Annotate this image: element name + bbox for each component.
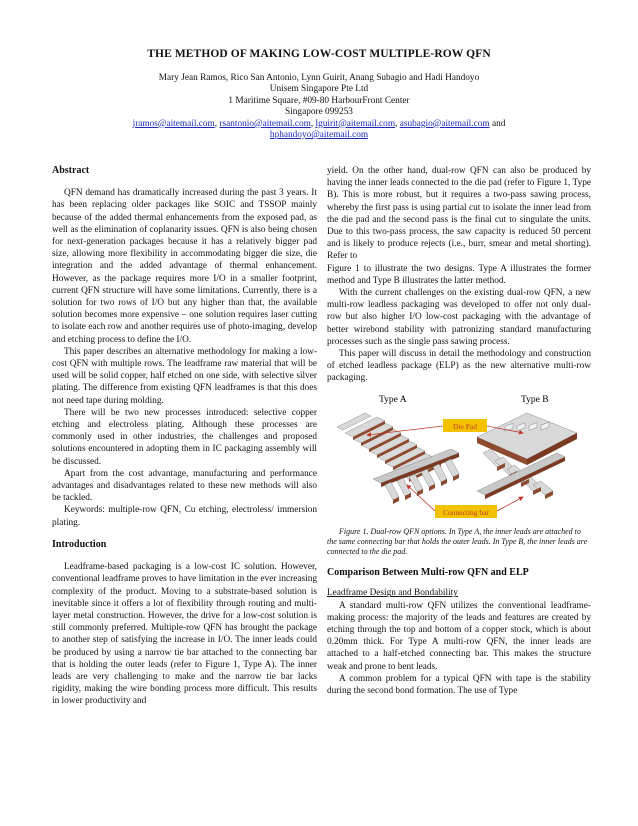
email-link[interactable]: hphandoyo@aitemail.com bbox=[269, 130, 369, 141]
figure-1-caption: Figure 1. Dual-row QFN options. In Type A, the inner leads are attached to the same connecting bar that holds the outer leads. In Type B, the inner leads are connected to the die pad. bbox=[327, 526, 588, 557]
connecting-bar-arrow-b bbox=[497, 497, 523, 511]
email-link[interactable]: asubagio@aitemail.com bbox=[399, 118, 490, 129]
abstract-paragraph: This paper describes an alternative methodology for making a low-cost QFN with multiple rows. The leadframe raw material that will be used will be solid copper, half etched on one side, with selective silver plating. The difference from existing QFN leadframes is that this does not need tape during molding. bbox=[52, 346, 317, 406]
comparison-subheading: Leadframe Design and Bondability bbox=[327, 588, 458, 599]
type-a-label: Type A bbox=[379, 394, 407, 405]
email-link[interactable]: jramos@aitemail.com bbox=[132, 118, 215, 129]
die-pad-label: Die Pad bbox=[453, 421, 477, 431]
figure-1-illustration bbox=[327, 393, 591, 523]
body-paragraph: yield. On the other hand, dual-row QFN can also be produced by having the inner leads connected to the die pad (refer to Figure 1, Type B). This is more robust, but it requires a two-pass sawing process, whereby the first pass is using partial cut to isolate the inner lead from the die pad and the second pass is the final cut to singulate the units. Due to this two-pass process, the saw capacity is reduced 50 percent and is likely to produce rejects (i.e., burr, smear and metal shorting). Refer to bbox=[327, 166, 591, 262]
type-b-leadframe bbox=[477, 413, 577, 499]
author-block bbox=[40, 73, 598, 141]
body-paragraph: Figure 1 to illustrate the two designs. Type A illustrates the former method and Type B illustrates the latter method. bbox=[327, 263, 591, 286]
email-list: jramos@aitemail.com, rsantonio@aitemail.com, lguirit@aitemail.com, asubagio@aitemail.com and hphandoyo@aitemail.com bbox=[132, 118, 506, 141]
body-paragraph: This paper will discuss in detail the methodology and construction of etched leadless package (ELP) as the new alternative multi-row packaging. bbox=[327, 349, 591, 384]
address: 1 Maritime Square, #09-80 HarbourFront Center bbox=[228, 95, 410, 106]
affiliation: Unisem Singapore Pte Ltd bbox=[269, 84, 369, 95]
abstract-heading: Abstract bbox=[52, 165, 90, 176]
abstract-paragraph: QFN demand has dramatically increased during the past 3 years. It has been replacing older packages like SOIC and TSSOP mainly because of the added thermal enhancements from the exposed pad, as well as the elimination of coplanarity issues. QFN is also being chosen for next-generation packages because it has a relatively bigger pad size, allowing more flexibility in accommodating bigger die size, die integration and the added advantage of thermal enhancement. However, as the package requires more I/O in a smaller footprint, current QFN structure will have some limitations. Currently, there is a solution for two rows of I/O but any higher than that, the available solution becomes more expensive – one solution requires laser cutting to isolate each row and another requires use of photo-imaging, develop and etching process to define the I/O. bbox=[52, 188, 317, 345]
comparison-heading: Comparison Between Multi-row QFN and ELP bbox=[327, 567, 529, 579]
left-column bbox=[52, 165, 317, 708]
introduction-heading: Introduction bbox=[52, 538, 107, 550]
email-link[interactable]: lguirit@aitemail.com bbox=[315, 118, 396, 129]
abstract-paragraph: Apart from the cost advantage, manufacturing and performance advantages and disadvantages related to these new methods will also be tackled. bbox=[52, 468, 317, 504]
right-column bbox=[327, 165, 591, 697]
type-b-label: Type B bbox=[521, 394, 549, 405]
author-names: Mary Jean Ramos, Rico San Antonio, Lynn Guirit, Anang Subagio and Hadi Handoyo bbox=[158, 73, 480, 83]
comparison-paragraph: A standard multi-row QFN utilizes the conventional leadframe-making process: the majority of the leads and features are created by etching through the top and bottom of a copper stock, which is about 0.20mm thick. For Type A multi-row QFN, the inner leads are attached to a half-etched connecting bar. This makes the structure weak and prone to bent leads. bbox=[327, 600, 591, 672]
introduction-paragraph: Leadframe-based packaging is a low-cost IC solution. However, conventional leadframe proves to have limitation in the ever increasing complexity of the product. Moving to a substrate-based solution is inevitable since it offers a lot of flexibility through routing and multi-layer metal construction. However, the drive for a low-cost solution is still commonly preferred. Multiple-row QFN has brought the package to another step of satisfying the increase in I/O. The inner leads could be produced by using a narrow tie bar attached to the connecting bar that is holding the outer leads (refer to Figure 1, Type A). The inner leads are very challenging to make and the narrow tie bar lacks rigidity, making the wire bonding process more difficult. This results in lower productivity and bbox=[52, 562, 317, 707]
paper-title: THE METHOD OF MAKING LOW-COST MULTIPLE-ROW QFN bbox=[147, 48, 491, 60]
figure-1 bbox=[327, 393, 591, 523]
comparison-paragraph: A common problem for a typical QFN with tape is the stability during the second bond formation. The use of Type bbox=[327, 673, 591, 697]
email-link[interactable]: rsantonio@aitemail.com bbox=[219, 118, 311, 129]
body-paragraph: With the current challenges on the existing dual-row QFN, a new multi-row leadless packaging was developed to offer not only dual-row but also higher I/O low-cost packaging with the advantage of better wirebond stability with patronizing standard manufacturing processes such as the single pass sawing process. bbox=[327, 288, 591, 347]
keywords: Keywords: multiple-row QFN, Cu etching, electroless/ immersion plating. bbox=[52, 505, 317, 528]
city: Singapore 099253 bbox=[285, 107, 353, 118]
abstract-paragraph: There will be two new processes introduced: selective copper etching and electroless plating. Although these processes are commonly used in other industries, the challenges and proposed solutions encountered in adopting them in IC packaging assembly will be discussed. bbox=[52, 407, 317, 467]
connecting-bar-label: Connecting bar bbox=[442, 507, 490, 517]
